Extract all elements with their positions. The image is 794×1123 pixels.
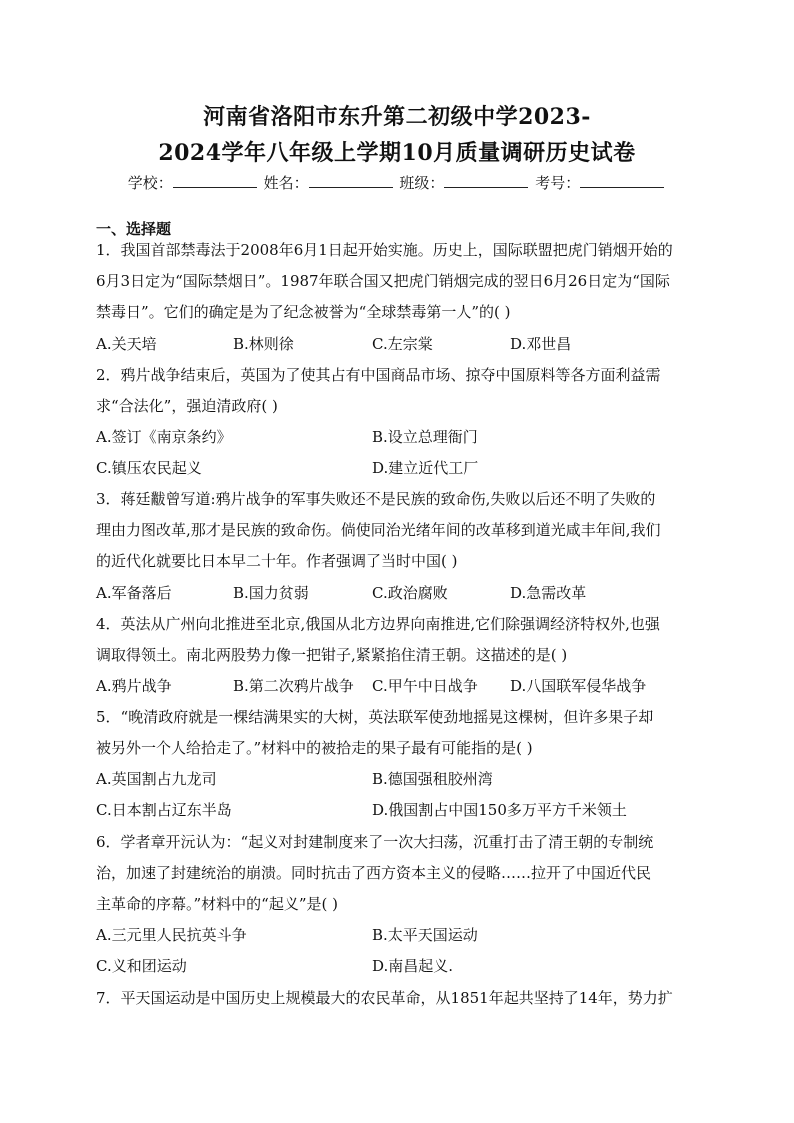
question-2-option-b: B.设立总理衙门 (372, 428, 478, 446)
question-4-option-c: C.甲午中日战争 (372, 677, 478, 695)
exam-number-blank (580, 173, 664, 188)
question-5-option-c: C.日本割占辽东半岛 (96, 801, 232, 819)
question-2-option-a: A.签订《南京条约》 (96, 428, 232, 446)
question-5-option-a: A.英国割占九龙司 (96, 770, 217, 788)
question-3-line-1: 3．蒋廷黻曾写道:鸦片战争的军事失败还不是民族的致命伤,失败以后还不明了失败的 (96, 490, 656, 508)
class-blank (444, 173, 528, 188)
question-4-line-1: 4．英法从广州向北推进至北京,俄国从北方边界向南推进,它们除强调经济特权外,也强 (96, 615, 660, 633)
question-6-line-1: 6．学者章开沅认为：“起义对封建制度来了一次大扫荡，沉重打击了清王朝的专制统 (96, 833, 654, 851)
question-5-option-d: D.俄国割占中国150多万平方千米领土 (372, 801, 627, 819)
question-2-option-c: C.镇压农民起义 (96, 459, 202, 477)
question-1-option-c: C.左宗棠 (372, 335, 433, 353)
question-6-option-c: C.义和团运动 (96, 957, 187, 975)
question-2-line-2: 求“合法化”，强迫清政府( ) (96, 397, 278, 415)
exam-title-line-1: 河南省洛阳市东升第二初级中学2023- (203, 104, 591, 130)
question-4-option-b: B.第二次鸦片战争 (233, 677, 354, 695)
question-6-option-d: D.南昌起义. (372, 957, 454, 975)
exam-title-line-2: 2024学年八年级上学期10月质量调研历史试卷 (158, 140, 636, 166)
question-6-option-b: B.太平天国运动 (372, 926, 478, 944)
question-4-option-d: D.八国联军侵华战争 (510, 677, 647, 695)
question-1-option-b: B.林则徐 (233, 335, 294, 353)
question-5-line-2: 被另外一个人给拾走了。”材料中的被拾走的果子最有可能指的是( ) (96, 739, 533, 757)
question-6-option-a: A.三元里人民抗英斗争 (96, 926, 247, 944)
section-title: 一、选择题 (96, 220, 172, 238)
school-label: 学校： (127, 174, 173, 192)
question-4-option-a: A.鸦片战争 (96, 677, 172, 695)
student-info-row (0, 172, 794, 193)
question-1-line-2: 6月3日定为“国际禁烟日”。1987年联合国又把虎门销烟完成的翌日6月26日定为“国际 (96, 272, 670, 290)
question-5-option-b: B.德国强租胶州湾 (372, 770, 493, 788)
school-blank (173, 173, 257, 188)
question-2-option-d: D.建立近代工厂 (372, 459, 479, 477)
question-3-line-3: 的近代化就要比日本早二十年。作者强调了当时中国( ) (96, 552, 458, 570)
class-label: 班级： (399, 174, 445, 192)
question-6-line-3: 主革命的序幕。”材料中的“起义”是( ) (96, 895, 338, 913)
exam-number-label: 考号： (535, 174, 581, 192)
question-3-option-b: B.国力贫弱 (233, 584, 309, 602)
question-2-line-1: 2．鸦片战争结束后，英国为了使其占有中国商品市场、掠夺中国原料等各方面利益需 (96, 366, 661, 384)
question-4-line-2: 调取得领土。南北两股势力像一把钳子,紧紧掐住清王朝。这描述的是( ) (96, 646, 568, 664)
name-label: 姓名： (263, 174, 309, 192)
question-3-line-2: 理由力图改革,那才是民族的致命伤。倘使同治光绪年间的改革移到道光咸丰年间,我们 (96, 521, 661, 539)
question-3-option-c: C.政治腐败 (372, 584, 448, 602)
question-5-line-1: 5．“晚清政府就是一棵结满果实的大树，英法联军使劲地摇晃这棵树，但许多果子却 (96, 708, 654, 726)
question-1-line-3: 禁毒日”。它们的确定是为了纪念被誉为“全球禁毒第一人”的( ) (96, 303, 511, 321)
question-6-line-2: 治，加速了封建统治的崩溃。同时抗击了西方资本主义的侵略……拉开了中国近代民 (96, 864, 652, 882)
question-3-option-a: A.军备落后 (96, 584, 172, 602)
question-1-line-1: 1．我国首部禁毒法于2008年6月1日起开始实施。历史上，国际联盟把虎门销烟开始的 (96, 241, 673, 259)
question-3-option-d: D.急需改革 (510, 584, 587, 602)
question-1-option-a: A.关天培 (96, 335, 157, 353)
question-7-line-1: 7．平天国运动是中国历史上规模最大的农民革命，从1851年起共坚持了14年，势力扩 (96, 989, 673, 1007)
name-blank (309, 173, 393, 188)
question-1-option-d: D.邓世昌 (510, 335, 572, 353)
